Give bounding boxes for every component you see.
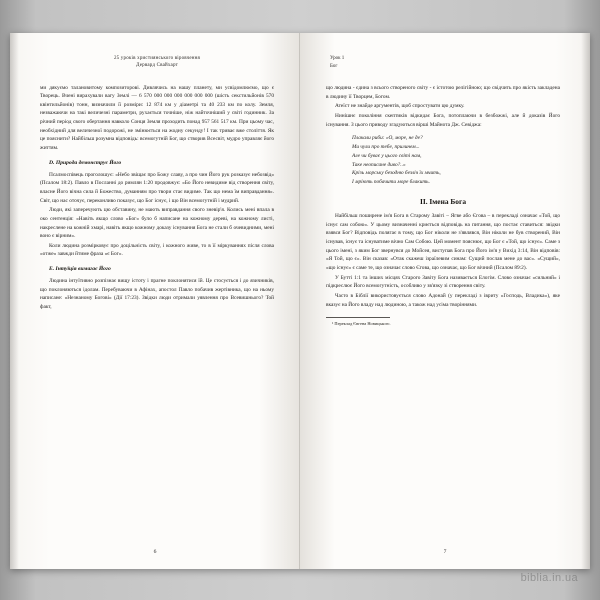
footnote-divider xyxy=(326,317,390,318)
chapter-title: II. Імена Бога xyxy=(419,196,467,206)
section-heading-intuition: E. Інтуїція вимагає Його xyxy=(49,266,111,273)
running-head-right xyxy=(330,55,560,70)
poem-line: Плакали риби: «О, море, не де? xyxy=(352,135,423,142)
watermark-label: biblia.in.ua xyxy=(520,572,578,584)
poem-line: Крізь морську безодню безліч їх мчить, xyxy=(352,170,441,177)
paragraph: Людина інтуїтивно розпізнає вищу істоту і прагне поклонятися їй. Це стосується і до язичників, що поклоняються ідолам. Перебуваючи в Афінах, апостол Павло побачив жертівника, що на ньому написане: «Незнаному Богові» (Дії 17:23). Звідки люди отримали уявлення про Всевишнього? Той факт, xyxy=(40,277,274,310)
paragraph: що людина - єдина з всього створеного світу - є істотою релігійною; що свідчить про якість закладена в людину її Творцем, Богом. xyxy=(326,85,560,100)
paragraph: У Бутті 1:1 та інших місцях Старого Завіту Бога називається Елогім. Слово означає «сильний» і підкреслює Його всемогутність, особливо у зв'язку зі створення світу. xyxy=(326,274,560,290)
running-head-lesson: Урок 1 xyxy=(330,56,345,61)
page-number-left: 6 xyxy=(153,549,157,555)
section-heading-nature: D. Природа демонструє Його xyxy=(49,159,122,166)
running-head-left xyxy=(40,55,274,70)
footnote-text: ¹ Переклад Євгена Новицького. xyxy=(332,321,391,327)
paragraph: Найбільш поширене ім'я Бога в Старому Завіті – Ягве або Єгова – в перекладі означає «Той, що існує сам собою». У цьому визначенні криється відповідь на питання, що постає ставиться: звідки взявся Бог? Відповідь полягає в тому, що Бог ніколи не з'являвся, Він ніколи не був створений, Він існував, існує та існуватиме вічно Сам Собою. Цей момент пояснює, що Бог є «Той, що існує». Саме з цього імені, з яким Бог звернувся до Мойсея, виступав Бога про Його ім'я у Вихід 3:14, Він відповів: «Я Той, що є». Він сказав: «Отак скажеш ізраїлевим синам: Сущий послав мене до вас». «Сущий», «що існує» є саме те, що означає слово Єгова, що означає, що Бог вічний (Псалом 89:2). xyxy=(326,212,560,271)
page-edge-shadow-right xyxy=(581,33,590,569)
page-number-right: 7 xyxy=(443,549,447,555)
poem-line: Але чи буває у цього світі нам, xyxy=(352,152,422,159)
paragraph: Люди, які заперечують цю обставину, не мають виправдання свого зневір'я. Колись мені впала в око сентенція: «Навіть якщо слово «Бог» було б написане на кожному дереві, на кожному листі, накреслене на кожній хмарі, навіть якщо кожному доказу існування Бога не стали б очевидними, мені воно є вірним». xyxy=(40,207,274,240)
running-head-topic: Бог xyxy=(330,63,338,69)
poem-line: Ми чули про тебе, прилинем... xyxy=(352,144,420,151)
poem-line: Таке неописане диво?..» xyxy=(352,161,406,168)
open-book xyxy=(10,33,590,569)
paragraph: ми дякуємо талановитому композиторові. Дивлячись на нашу планету, ми усвідомлюємо, що є Творець. Вчені вирахували вагу Землі — 6 570 000 000 000 000 000 000 (шість секстильйонів 570 квінтильйонів) тонн, визначили її розміри: 12 874 км у діаметрі та 40 233 км по колу. Земля, незважаючи на такі величезні параметри, рухається точніше, ніж найточніший у світі годинник. За річний період свого обертання навколо Сонця Земля проходить понад 957 561 517 км. При цьому час, необхідний для величезної подорожі, не змінюється на жодну секунду! І так триває вже століття. Як це пояснити? Найбільш розумна відповідь: всемогутній Бог, що створив Всесвіт, мудро управляє його життям. xyxy=(40,84,274,152)
running-head-title: 25 уроків християнського віровчення xyxy=(113,56,201,61)
running-head-author: Дервард Свайхарт xyxy=(136,63,178,69)
poem-line: І мріють побачити море блакить. xyxy=(352,179,430,186)
paragraph: Псалмоспівець проголошує: «Небо звіщає про Божу славу, а про чин Його рук розказує небозвід» (Псалом 18:2). Павло в Посланні до римлян 1:20 продовжує: «Бо Його невидиме від створення світу, власне Його вічна сила й Божество, думанням про твори стає видиме. Так що нема їм виправдання». Світ, що нас оточує, переконливо показує, що Бог існує, і що Він всемогутній і мудрий. xyxy=(40,171,274,204)
paragraph: Часто в Біблії використовується слово Адонай (у перекладі з івриту «Господь, Владика»), яке вказує на Його владу над людиною, а також над усіма творіннями. xyxy=(326,292,560,308)
paragraph: Нинішнє покоління скептиків відкидає Бога, потоплаючи в безбожжі, але й доказів Його існування. З цього приводу згадуються вірші Майнота Дж. Севіджа: xyxy=(326,112,560,128)
book-page-right xyxy=(300,33,590,569)
book-page-left xyxy=(10,33,300,569)
paragraph: Коли людина розмірковує про доцільність світу, і кожного живе, то в її міркуваннях після слова «отже» завжди йтиме фраза «є Бог». xyxy=(40,242,274,258)
poem-block xyxy=(326,134,560,187)
paragraph: Атеїст не знайде аргументів, щоб спростувати цю думку. xyxy=(335,103,465,110)
page-edge-shadow-left xyxy=(10,33,19,569)
